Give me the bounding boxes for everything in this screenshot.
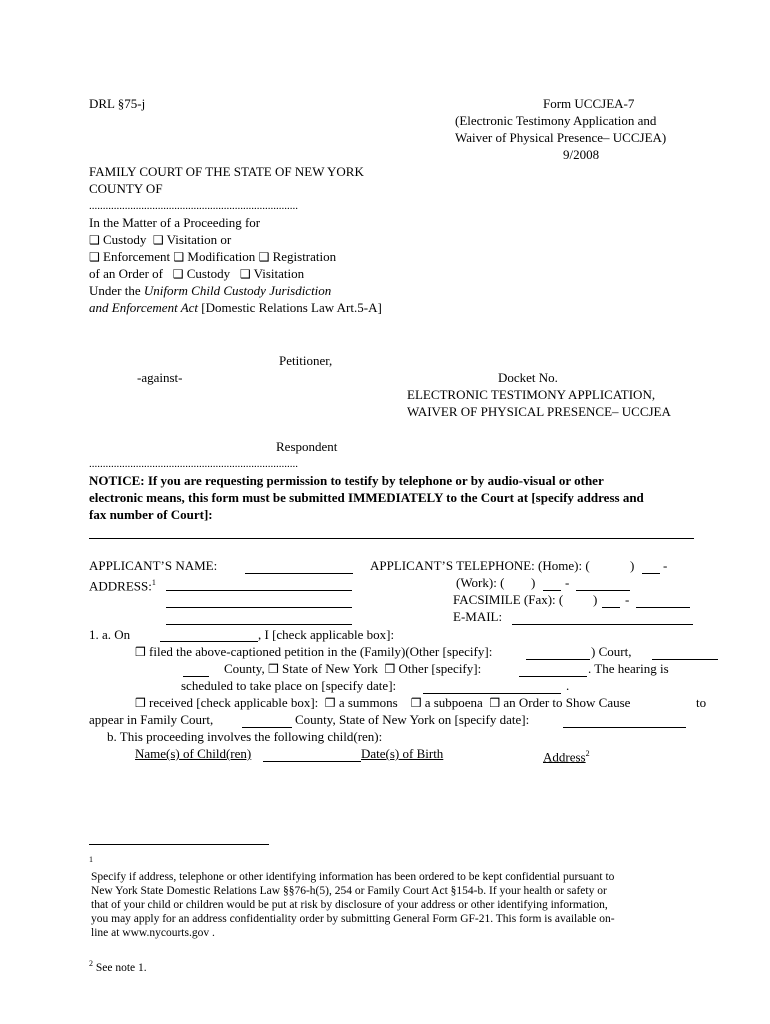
footnote-marker-2: 2 (89, 959, 93, 968)
respondent-label: Respondent (276, 439, 338, 454)
telephone-label: APPLICANT’S TELEPHONE: (Home): ( (370, 558, 590, 573)
visitation-checkbox[interactable]: ❑ (152, 233, 164, 247)
home-tel-prefix-field[interactable] (642, 573, 660, 574)
home-tel-paren: ) (630, 558, 635, 573)
under-the-text: Under the (89, 283, 144, 298)
order-custody-label: Custody (186, 266, 231, 281)
uccjea-title-2: and Enforcement Act (89, 300, 199, 315)
received-checkbox[interactable]: ❒ (135, 696, 146, 710)
custody-checkbox[interactable]: ❑ (89, 233, 100, 247)
fax-number-field[interactable] (636, 607, 690, 608)
notice-line-3: fax number of Court]: (89, 507, 213, 522)
fax-prefix-field[interactable] (602, 607, 620, 608)
notice-line-1: NOTICE: If you are requesting permission to testify by telephone or by audio-visual or other (89, 473, 604, 488)
footnote-separator (89, 844, 269, 845)
form-date: 9/2008 (563, 147, 600, 162)
matter-line-order (89, 266, 304, 282)
col-address-footnote-ref: 2 (585, 749, 590, 758)
fax-paren: ) (593, 592, 598, 607)
matter-act-line (89, 300, 382, 316)
against-label: -against- (137, 370, 183, 385)
address-field-1[interactable] (166, 590, 352, 591)
col-header-names: Name(s) of Child(ren) (135, 746, 252, 761)
address-footnote-ref: 1 (151, 578, 156, 587)
other-checkbox[interactable]: ❒ (384, 662, 396, 676)
matter-line-custody (89, 232, 231, 248)
county-field[interactable] (183, 676, 209, 677)
check-applicable-text: , I [check applicable box]: (258, 627, 395, 642)
col-header-gap-underline (263, 761, 361, 762)
scheduled-period: . (566, 678, 570, 693)
address-field-3[interactable] (166, 624, 352, 625)
enforcement-checkbox[interactable]: ❑ (89, 250, 100, 264)
address-label-text: ADDRESS: (89, 578, 152, 594)
subpoena-checkbox[interactable]: ❒ (410, 696, 422, 710)
matter-intro: In the Matter of a Proceeding for (89, 215, 261, 230)
court-name-field[interactable] (652, 659, 718, 660)
footnote-1-line-3: that of your child or children would be put at risk by disclosure of your address or other identifying information, (91, 899, 608, 911)
appear-county-text: County, State of New York on [specify date]: (295, 712, 530, 727)
footnote-2 (89, 957, 147, 975)
drl-ref: [Domestic Relations Law Art.5-A] (198, 300, 382, 315)
modification-checkbox[interactable]: ❑ (173, 250, 185, 264)
footnote-1-line-5: line at www.nycourts.gov . (91, 927, 215, 939)
received-line (135, 695, 630, 711)
section-1a-on: 1. a. On (89, 627, 131, 642)
footnote-1-line-4: you may apply for an address confidentiality order by submitting General Form GF-21. This form is available on- (91, 913, 615, 925)
court-address-field[interactable] (89, 538, 694, 539)
notice-line-2: electronic means, this form must be submitted IMMEDIATELY to the Court at [specify address and (89, 490, 644, 505)
work-tel-dash: - (565, 575, 570, 590)
form-title-line-1: (Electronic Testimony Application and (455, 113, 657, 128)
other-specify-field[interactable] (519, 676, 587, 677)
county-line (224, 661, 481, 677)
court-county: COUNTY OF (89, 181, 163, 196)
hearing-date-field[interactable] (423, 693, 561, 694)
visitation-label: Visitation or (166, 232, 232, 247)
summons-label: a summons (338, 695, 398, 710)
hearing-is-text: . The hearing is (588, 661, 669, 676)
form-title-line-2: Waiver of Physical Presence– UCCJEA) (455, 130, 667, 145)
col-header-address (543, 746, 590, 765)
registration-label: Registration (272, 249, 337, 264)
footnote-marker-1: 1 (89, 855, 93, 864)
registration-checkbox[interactable]: ❑ (258, 250, 270, 264)
applicant-name-label: APPLICANT’S NAME: (89, 558, 218, 573)
address-field-2[interactable] (166, 607, 352, 608)
statute-ref: DRL §75-j (89, 96, 146, 111)
court-dots: ............................................................................ (89, 200, 298, 212)
uccjea-title-1: Uniform Child Custody Jurisdiction (143, 283, 332, 298)
filed-line (135, 644, 492, 660)
custody-label: Custody (103, 232, 147, 247)
filed-text: filed the above-captioned petition in the (Family)(Other [specify]: (149, 644, 493, 659)
order-visitation-checkbox[interactable]: ❑ (239, 267, 251, 281)
state-ny-label: State of New York (281, 661, 379, 676)
received-text: received [check applicable box]: (149, 695, 319, 710)
docket-label: Docket No. (498, 370, 558, 385)
work-tel-prefix-field[interactable] (543, 590, 561, 591)
court-name: FAMILY COURT OF THE STATE OF NEW YORK (89, 164, 364, 179)
date-on-field[interactable] (160, 641, 258, 642)
fax-label: FACSIMILE (Fax): ( (453, 592, 564, 607)
osc-label: an Order to Show Cause (503, 695, 631, 710)
applicant-address-label (89, 575, 156, 594)
email-label: E-MAIL: (453, 609, 503, 624)
caption-dots: ............................................................................ (89, 458, 298, 470)
appear-text: appear in Family Court, (89, 712, 214, 727)
subpoena-label: a subpoena (424, 695, 483, 710)
col-header-dob: Date(s) of Birth (361, 746, 444, 761)
footnote-2-text: See note 1. (93, 961, 147, 974)
other-court-field[interactable] (526, 659, 590, 660)
matter-under-line (89, 283, 331, 299)
filed-checkbox[interactable]: ❒ (135, 645, 146, 659)
state-ny-checkbox[interactable]: ❒ (267, 662, 279, 676)
county-label: County, (224, 661, 265, 676)
doc-title-2: WAIVER OF PHYSICAL PRESENCE– UCCJEA (407, 404, 671, 419)
enforcement-label: Enforcement (103, 249, 171, 264)
doc-title-1: ELECTRONIC TESTIMONY APPLICATION, (407, 387, 656, 402)
work-tel-label: (Work): ( (456, 575, 505, 590)
footnote-1-line-2: New York State Domestic Relations Law §§76-h(5), 254 or Family Court Act §154-b. If your health or safety or (91, 885, 607, 897)
applicant-name-field[interactable] (245, 573, 353, 574)
appear-date-field[interactable] (563, 727, 686, 728)
of-an-order-label: of an Order of (89, 266, 163, 281)
to-text: to (696, 695, 707, 710)
fax-dash: - (625, 592, 630, 607)
matter-line-enforcement (89, 249, 336, 265)
form-id: Form UCCJEA-7 (543, 96, 635, 111)
appear-county-field[interactable] (242, 727, 292, 728)
footnote-1-line-1: Specify if address, telephone or other identifying information has been ordered to be kept confidential pursuant to (91, 871, 615, 883)
order-visitation-label: Visitation (253, 266, 305, 281)
modification-label: Modification (187, 249, 256, 264)
order-custody-checkbox[interactable]: ❑ (172, 267, 184, 281)
email-field[interactable] (512, 624, 693, 625)
scheduled-text: scheduled to take place on [specify date]: (181, 678, 397, 693)
other-specify-label: Other [specify]: (398, 661, 482, 676)
petitioner-label: Petitioner, (279, 353, 333, 368)
osc-checkbox[interactable]: ❒ (489, 696, 501, 710)
court-comma: ) Court, (591, 644, 632, 659)
work-tel-paren: ) (531, 575, 536, 590)
section-1b-text: b. This proceeding involves the following child(ren): (107, 729, 383, 744)
summons-checkbox[interactable]: ❒ (324, 696, 336, 710)
home-tel-dash: - (663, 558, 668, 573)
col-address-text: Address (543, 749, 586, 765)
work-tel-number-field[interactable] (576, 590, 630, 591)
